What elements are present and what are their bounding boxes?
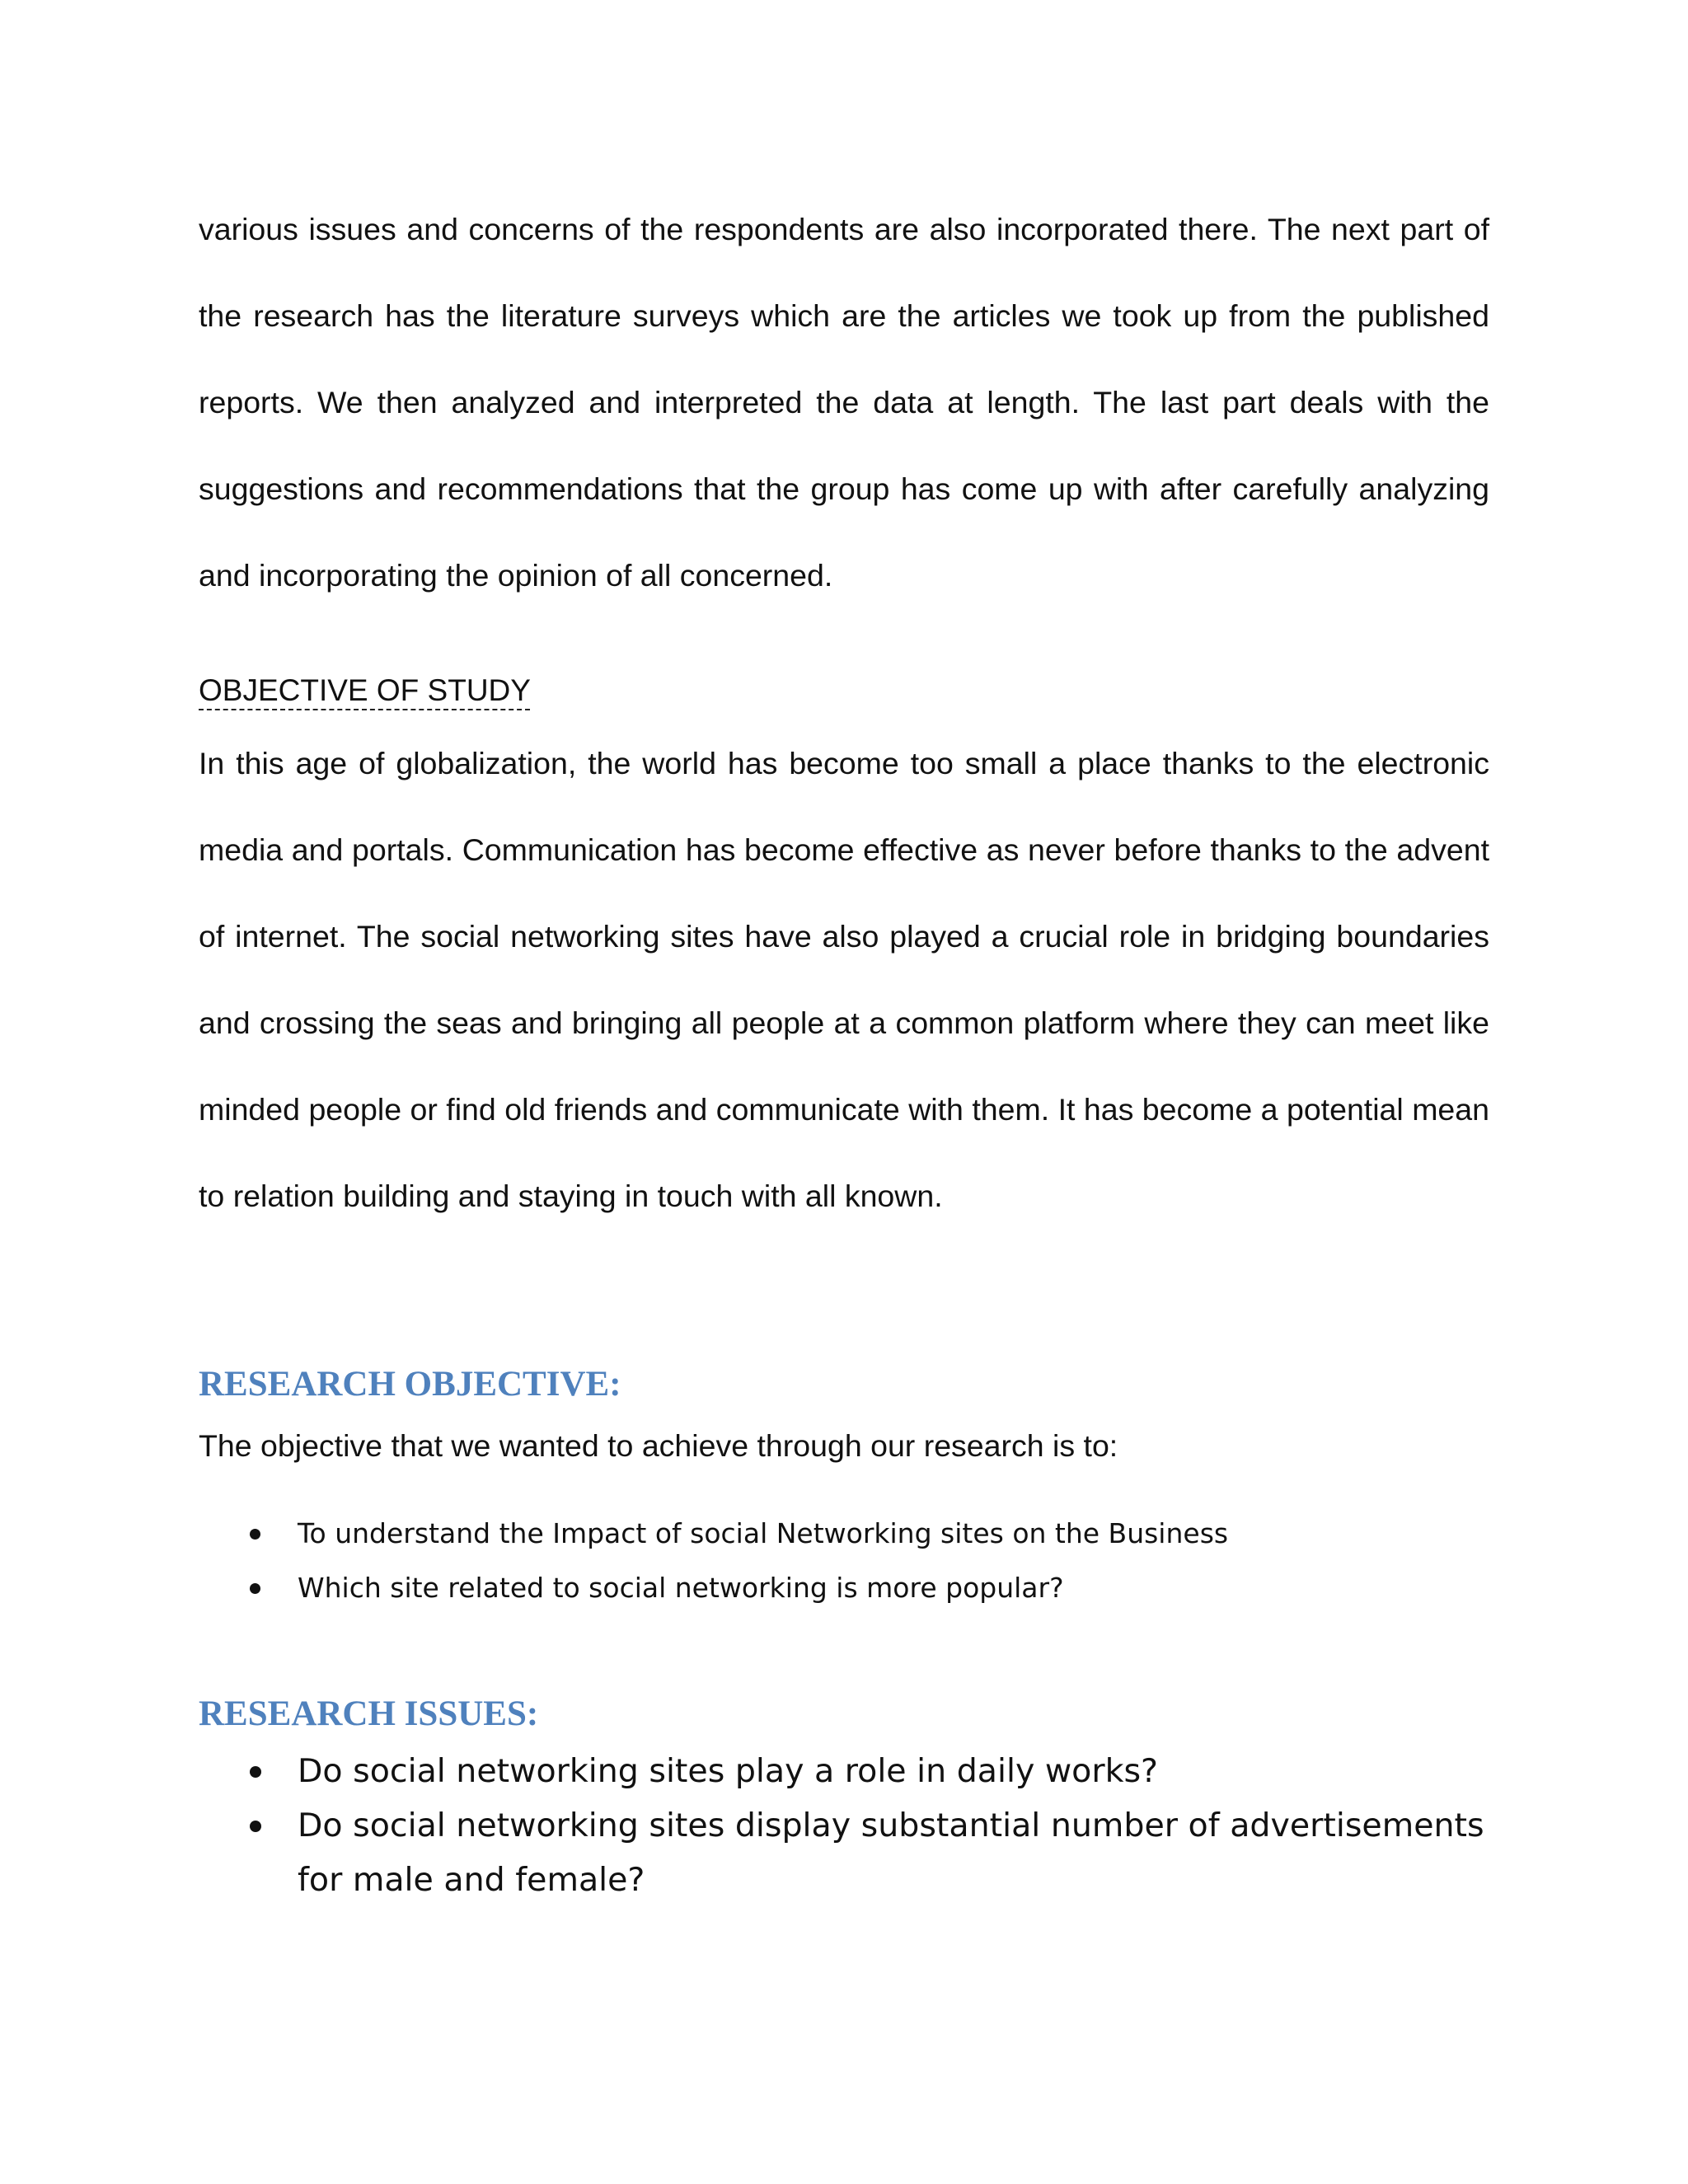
bullet-icon: [250, 1583, 260, 1594]
intro-paragraph: various issues and concerns of the respondents are also incorporated there. The next part of the research has the literature surveys which are the articles we took up from the published reports. We then analyzed and interpreted the data at length. The last part deals with the suggestions and recommendations that the group has come up with after carefully analyzing and incorporating the opinion of all concerned.: [199, 212, 1489, 593]
research-issues-list: [199, 1744, 1484, 1907]
research-objective-list: [199, 1507, 1353, 1615]
list-item: [199, 1507, 1353, 1561]
list-item-text: Do social networking sites play a role in daily works?: [298, 1752, 1159, 1790]
objective-of-study-paragraph: In this age of globalization, the world has become too small a place thanks to the electronic media and portals. Communication has become effective as never before thanks to the advent of internet. The social networking sites have also played a crucial role in bridging boundaries and crossing the seas and bringing all people at a common platform where they can meet like minded people or find old friends and communicate with them. It has become a potential mean to relation building and staying in touch with all known.: [199, 746, 1489, 1213]
research-objective-lead: The objective that we wanted to achieve through our research is to:: [199, 1428, 1118, 1463]
bullet-icon: [250, 1529, 260, 1540]
list-item-text: Which site related to social networking is more popular?: [298, 1572, 1064, 1604]
list-item: [199, 1744, 1484, 1798]
list-item: [199, 1798, 1484, 1907]
bullet-icon: [250, 1766, 261, 1778]
list-item-text: To understand the Impact of social Networking sites on the Business: [298, 1517, 1229, 1549]
research-issues-heading: RESEARCH ISSUES:: [199, 1694, 539, 1733]
list-item: [199, 1561, 1353, 1615]
list-item-text: Do social networking sites display substantial number of advertisements for male and female?: [298, 1807, 1484, 1899]
objective-of-study-heading: OBJECTIVE OF STUDY: [199, 673, 531, 707]
bullet-icon: [250, 1821, 261, 1832]
research-objective-heading: RESEARCH OBJECTIVE:: [199, 1365, 621, 1404]
